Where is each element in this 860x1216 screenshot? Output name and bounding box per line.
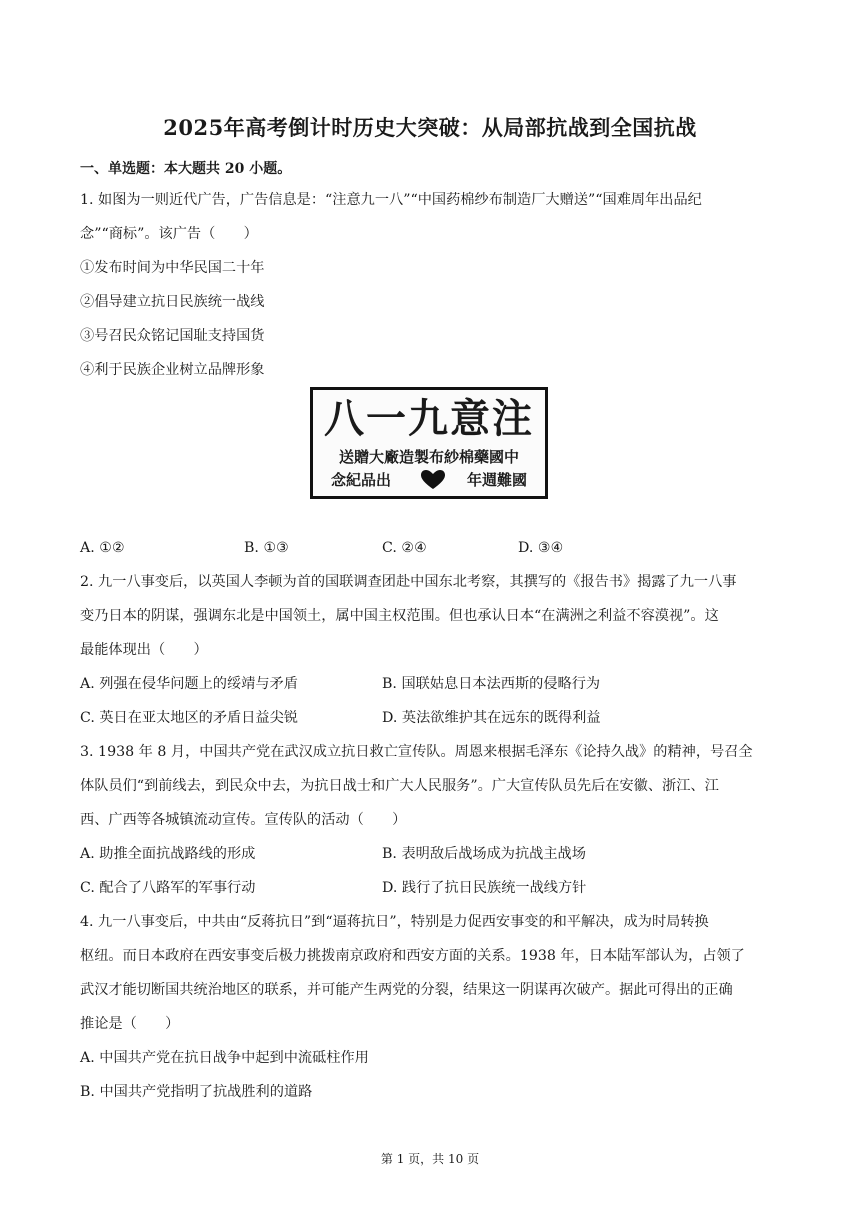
q1-stem-line-2: 念”“商标”。该广告（ ）	[80, 226, 258, 242]
q2-option-a: A. 列强在侵华问题上的绥靖与矛盾	[80, 676, 298, 692]
q3-option-a: A. 助推全面抗战路线的形成	[80, 846, 256, 862]
q1-option-b: B. ①③	[244, 540, 289, 556]
q4-option-a: A. 中国共产党在抗日战争中起到中流砥柱作用	[80, 1050, 369, 1066]
page-footer: 第 1 页，共 10 页	[380, 1152, 480, 1166]
q1-option-d: D. ③④	[518, 540, 564, 556]
q2-option-c: C. 英日在亚太地区的矛盾日益尖锐	[80, 710, 298, 726]
q3-stem-line-3: 西、广西等各城镇流动宣传。宣传队的活动（ ）	[80, 812, 407, 828]
q3-option-c: C. 配合了八路军的军事行动	[80, 880, 256, 896]
document-title: 2025年高考倒计时历史大突破：从局部抗战到全国抗战	[163, 115, 697, 140]
q4-stem-line-2: 枢纽。而日本政府在西安事变后极力挑拨南京政府和西安方面的关系。1938 年，日本陆军部认为，占领了	[80, 948, 745, 964]
advertisement-image	[310, 387, 548, 499]
q3-stem-line-1: 3. 1938 年 8 月，中国共产党在武汉成立抗日救亡宣传队。周恩来根据毛泽东《论持久战》的精神，号召全	[80, 744, 753, 760]
q2-option-d: D. 英法欲维护其在远东的既得利益	[382, 710, 601, 726]
q4-option-b: B. 中国共产党指明了抗战胜利的道路	[80, 1084, 313, 1100]
ad-bottom-right: 年週難國	[466, 471, 527, 489]
q1-option-c: C. ②④	[382, 540, 427, 556]
ad-headline: 八一九意注	[324, 396, 534, 442]
q1-option-a: A. ①②	[80, 540, 125, 556]
q4-stem-line-1: 4. 九一八事变后，中共由“反蒋抗日”到“逼蒋抗日”，特别是力促西安事变的和平解决，成为时局转换	[80, 914, 709, 930]
q1-item-3: ③号召民众铭记国耻支持国货	[80, 328, 265, 344]
q1-item-4: ④利于民族企业树立品牌形象	[80, 362, 265, 378]
q2-stem-line-2: 变乃日本的阴谋，强调东北是中国领土，属中国主权范围。但也承认日本“在满洲之利益不容漠视”。这	[80, 608, 719, 624]
q1-item-1: ①发布时间为中华民国二十年	[80, 260, 265, 276]
q2-option-b: B. 国联姑息日本法西斯的侵略行为	[382, 676, 601, 692]
heart-trademark-icon	[421, 470, 445, 490]
ad-subline: 送贈大廠造製布紗棉藥國中	[338, 448, 519, 466]
q2-stem-line-3: 最能体现出（ ）	[80, 642, 208, 658]
ad-bottom-left: 念紀品出	[331, 471, 392, 489]
q1-item-2: ②倡导建立抗日民族统一战线	[80, 294, 265, 310]
q2-stem-line-1: 2. 九一八事变后，以英国人李顿为首的国联调查团赴中国东北考察，其撰写的《报告书》揭露了九一八事	[80, 574, 737, 590]
q4-stem-line-4: 推论是（ ）	[80, 1016, 180, 1032]
q4-stem-line-3: 武汉才能切断国共统治地区的联系，并可能产生两党的分裂，结果这一阴谋再次破产。据此可得出的正确	[80, 982, 733, 998]
q3-stem-line-2: 体队员们“到前线去，到民众中去，为抗日战士和广大人民服务”。广大宣传队员先后在安徽、浙江、江	[80, 778, 719, 794]
q3-option-b: B. 表明敌后战场成为抗战主战场	[382, 846, 586, 862]
section-heading: 一、单选题：本大题共 20 小题。	[80, 161, 292, 177]
q1-stem-line-1: 1. 如图为一则近代广告，广告信息是：“注意九一八”“中国药棉纱布制造厂大赠送”“国难周年出品纪	[80, 192, 702, 208]
q3-option-d: D. 践行了抗日民族统一战线方针	[382, 880, 587, 896]
